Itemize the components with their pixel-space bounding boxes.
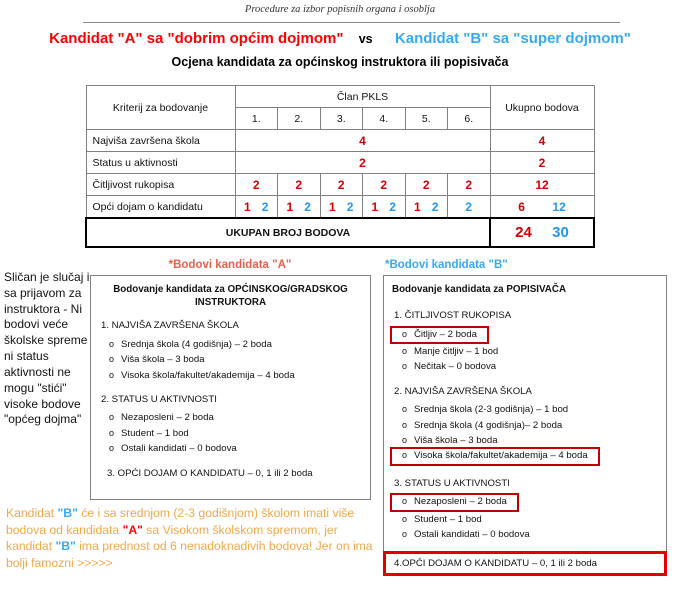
list-item: o Srednja škola (4 godišnja) – 2 boda [99, 338, 362, 352]
score-value: 2 [389, 199, 396, 214]
box-b-sections [392, 309, 658, 542]
score-value: 2 [346, 199, 354, 214]
score-value: 2 [295, 177, 303, 192]
header-member-6: 6. [448, 108, 491, 130]
section-option-list [99, 338, 362, 383]
grand-total-values [490, 218, 594, 247]
total-value: 4 [538, 133, 546, 148]
row-total-cell [490, 130, 594, 152]
score-value: 2 [380, 177, 388, 192]
list-item: o Visoka škola/fakultet/akademija – 4 boda [99, 369, 362, 383]
row-members-span-value: 2 [235, 152, 490, 174]
table-row [86, 152, 594, 174]
total-value: 12 [552, 199, 566, 214]
score-value: 2 [337, 177, 345, 192]
section-option-list [392, 495, 658, 542]
bottom-note-b-2: "B" [55, 539, 76, 554]
grand-total-row [86, 218, 594, 247]
running-header [0, 4, 680, 15]
box-b-highlighted-banner [383, 551, 667, 576]
total-value: 6 [518, 199, 525, 214]
header-member-4: 4. [363, 108, 406, 130]
box-b-title: Bodovanje kandidata za POPISIVAČA [392, 284, 567, 295]
row-member-cell-1 [235, 174, 278, 196]
row-member-cell-3 [320, 174, 363, 196]
row-member-cell-4 [363, 174, 406, 196]
list-item: o Nečitak – 0 bodova [392, 360, 658, 374]
score-value: 2 [431, 199, 439, 214]
row-member-cell-5 [405, 174, 448, 196]
header-member-2: 2. [278, 108, 321, 130]
list-item: o Srednja škola (2-3 godišnja) – 1 bod [392, 403, 658, 417]
row-member-cell-2 [278, 196, 321, 219]
box-a-sections [99, 319, 362, 456]
score-value: 1 [286, 199, 294, 214]
left-note: Sličan je slučaj i sa prijavom za instruktora - Ni bodovi veće školske spreme ni status aktivnosti ne mogu "stići" visoke bodove "općeg dojma" [4, 270, 90, 427]
box-a-last-line: 3. OPĆI DOJAM O KANDIDATU – 0, 1 ili 2 boda [107, 467, 313, 479]
total-value: 12 [535, 177, 549, 192]
row-member-cell-1 [235, 196, 278, 219]
score-value: 2 [465, 199, 473, 214]
row-criterion-label: Status u aktivnosti [86, 152, 235, 174]
section-heading: 2. STATUS U AKTIVNOSTI [101, 394, 217, 405]
table-row [86, 130, 594, 152]
scoring-rules-box-instructor [90, 275, 371, 500]
header-member-3: 3. [320, 108, 363, 130]
grand-total-value: 30 [552, 224, 569, 241]
list-item: o Student – 1 bod [392, 513, 658, 527]
score-value: 2 [465, 177, 473, 192]
scoring-table-head [86, 86, 594, 130]
scoring-table [85, 85, 595, 248]
caption-candidate-b: *Bodovi kandidata "B" [385, 259, 508, 271]
section-heading: 3. STATUS U AKTIVNOSTI [394, 477, 510, 489]
score-value: 1 [329, 199, 336, 214]
list-item: o Student – 1 bod [99, 427, 362, 441]
score-value: 2 [304, 199, 311, 214]
row-member-cell-6 [448, 196, 491, 219]
table-header-row-1 [86, 86, 594, 108]
section-heading: 1. NAJVIŠA ZAVRŠENA ŠKOLA [101, 320, 239, 332]
caption-candidate-a: *Bodovi kandidata "A" [168, 259, 292, 271]
row-member-cell-4 [363, 196, 406, 219]
header-criterion: Kriterij za bodovanje [86, 86, 235, 130]
section-heading: 2. NAJVIŠA ZAVRŠENA ŠKOLA [394, 385, 532, 397]
score-value: 1 [244, 199, 251, 214]
list-item: o Manje čitljiv – 1 bod [392, 345, 658, 359]
score-value: 1 [414, 199, 421, 214]
row-total-cell [490, 196, 594, 219]
list-item: o Nezaposleni – 2 boda [99, 411, 362, 425]
header-member-1: 1. [235, 108, 278, 130]
section-option-list [392, 328, 658, 375]
row-criterion-label: Najviša završena škola [86, 130, 235, 152]
score-value: 2 [252, 177, 260, 192]
table-row [86, 196, 594, 219]
total-value: 2 [538, 155, 546, 170]
bottom-note-part-3: sa Visokom školskom spremom, jer kandidat [6, 522, 338, 554]
row-member-cell-2 [278, 174, 321, 196]
header-member-5: 5. [405, 108, 448, 130]
section-option-list [99, 411, 362, 456]
row-criterion-label: Opći dojam o kandidatu [86, 196, 235, 219]
page-subtitle: Ocjena kandidata za općinskog instruktora ili popisivača [171, 55, 509, 69]
row-members-span-value: 4 [235, 130, 490, 152]
row-total-cell [490, 174, 594, 196]
box-a-title: Bodovanje kandidata za OPĆINSKOG/GRADSKOG INSTRUKTORA [113, 284, 348, 309]
row-member-cell-5 [405, 196, 448, 219]
header-member-group: Član PKLS [235, 86, 490, 108]
section-option-list [392, 403, 658, 467]
header-total: Ukupno bodova [490, 86, 594, 130]
page-title [0, 30, 680, 47]
bottom-note-part-2: će i sa srednjom (2-3 godišnjom) školom imati više bodova od kandidata [6, 506, 355, 537]
list-item: o Nezaposleni – 2 boda [392, 495, 517, 509]
list-item: o Čitljiv – 2 boda [392, 328, 487, 342]
score-value: 2 [422, 177, 430, 192]
grand-total-label: UKUPAN BROJ BODOVA [86, 218, 490, 247]
row-member-cell-6 [448, 174, 491, 196]
list-item: o Viša škola – 3 boda [99, 353, 362, 367]
bottom-note-part-4: ima prednost od 6 nenadoknadivih bodova! Jer on ima bolji famozni >>>>> [6, 539, 373, 570]
bottom-note-a-1: "A" [122, 522, 143, 537]
row-total-cell [490, 152, 594, 174]
title-candidate-a: Kandidat "A" sa "dobrim općim dojmom" [49, 30, 344, 47]
box-b-banner-text: 4.OPĆI DOJAM O KANDIDATU – 0, 1 ili 2 boda [394, 558, 597, 569]
score-value: 2 [261, 199, 269, 214]
score-value: 1 [371, 199, 379, 214]
title-candidate-b: Kandidat "B" sa "super dojmom" [394, 30, 631, 47]
list-item: o Viša škola – 3 boda [392, 434, 658, 448]
header-divider [83, 22, 620, 23]
grand-total-value: 24 [515, 224, 532, 241]
list-item: o Ostali kandidati – 0 bodova [392, 528, 658, 542]
bottom-note-b-1: "B" [57, 506, 78, 520]
running-header-text: Procedure za izbor popisnih organa i osoblja [244, 4, 436, 15]
title-vs: vs [358, 32, 373, 46]
bottom-note [6, 505, 382, 571]
bottom-note-part-1: Kandidat [6, 506, 58, 520]
table-row [86, 174, 594, 196]
row-criterion-label: Čitljivost rukopisa [86, 174, 235, 196]
scoring-table-body [86, 130, 594, 248]
row-member-cell-3 [320, 196, 363, 219]
list-item: o Ostali kandidati – 0 bodova [99, 442, 362, 456]
section-heading: 1. ČITLJIVOST RUKOPISA [394, 310, 512, 322]
list-item: o Srednja škola (4 godišnja)– 2 boda [392, 419, 658, 433]
scoring-rules-box-enumerator [383, 275, 667, 571]
list-item: o Visoka škola/fakultet/akademija – 4 boda [392, 449, 598, 463]
